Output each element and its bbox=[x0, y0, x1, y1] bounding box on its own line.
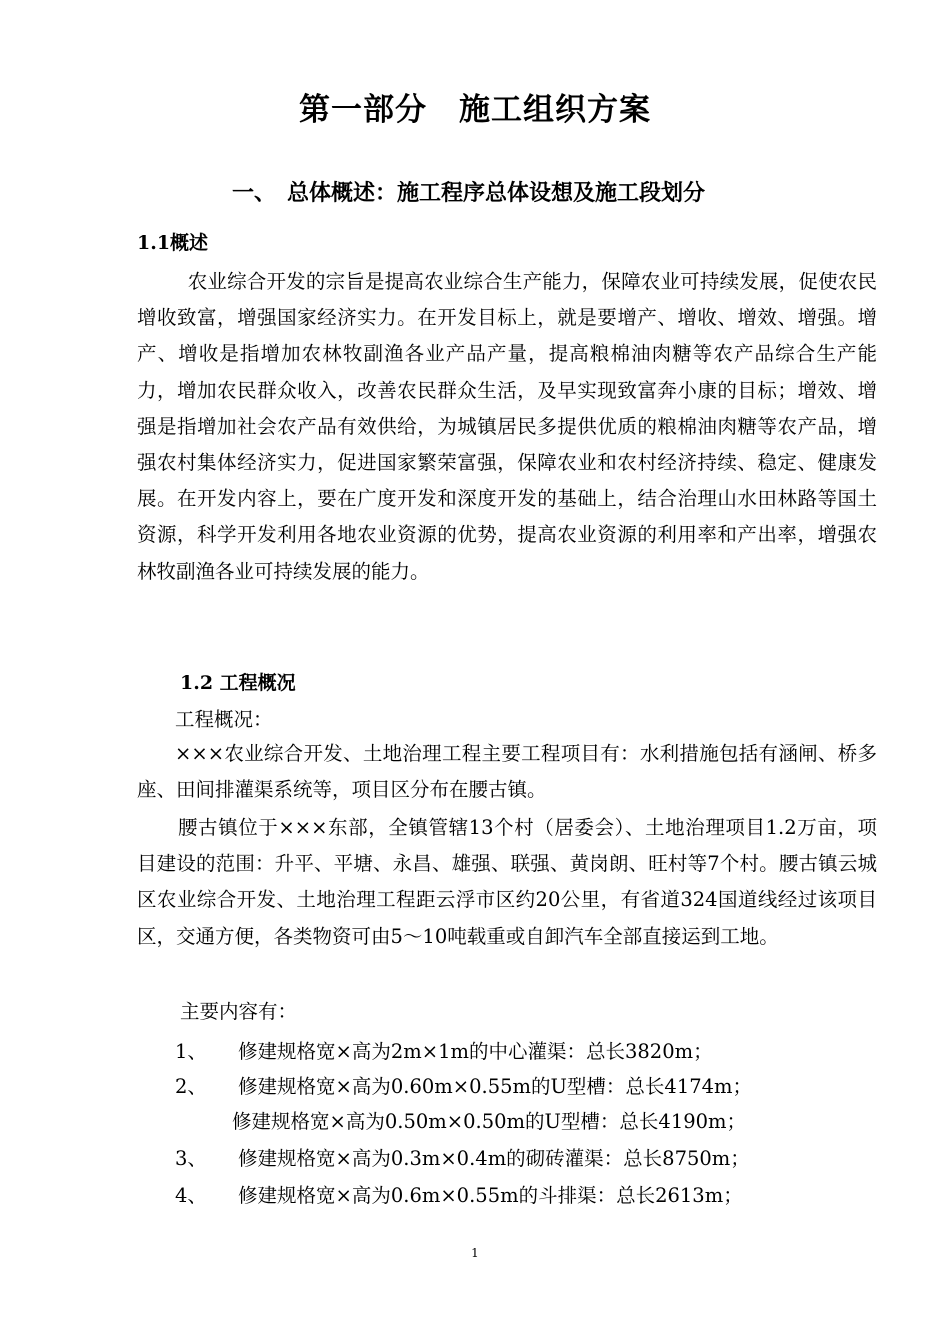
overview-label: 工程概况： bbox=[175, 708, 273, 731]
list-item-number: 1、 bbox=[175, 1040, 207, 1063]
paragraph-overview: 农业综合开发的宗旨是提高农业综合生产能力，保障农业可持续发展，促使农民增收致富，增强国家经济实力。在开发目标上，就是要增产、增收、增效、增强。增产、增收是指增加农林牧副渔各业产品产量，提高粮棉油肉糖等农产品综合生产能力，增加农民群众收入，改善农民群众生活，及早实现致富奔小康的目标；增效、增强是指增加社会农产品有效供给，为城镇居民多提供优质的粮棉油肉糖等农产品，增强农村集体经济实力，促进国家繁荣富强，保障农业和农村经济持续、稳定、健康发展。在开发内容上，要在广度开发和深度开发的基础上，结合治理山水田林路等国土资源，科学开发利用各地农业资源的优势，提高农业资源的利用率和产出率，增强农林牧副渔各业可持续发展的能力。 bbox=[137, 270, 877, 583]
paragraph-location: 腰古镇位于×××东部，全镇管辖13个村（居委会）、土地治理项目1.2万亩，项目建设的范围：升平、平塘、永昌、雄强、联强、黄岗朗、旺村等7个村。腰古镇云城区农业综合开发、土地治理工程距云浮市区约20公里，有省道324国道线经过该项目区，交通方便，各类物资可由5～10吨载重或自卸汽车全部直接运到工地。 bbox=[137, 816, 877, 948]
paragraph-project-items: ×××农业综合开发、土地治理工程主要工程项目有：水利措施包括有涵闸、桥多座、田间排灌渠系统等，项目区分布在腰古镇。 bbox=[137, 742, 877, 802]
sub-heading-project: 1.2 工程概况 bbox=[180, 672, 296, 694]
list-item-text: 修建规格宽×高为2m×1m的中心灌渠：总长3820m； bbox=[238, 1040, 713, 1063]
section-heading: 一、 总体概述：施工程序总体设想及施工段划分 bbox=[232, 180, 706, 206]
page-number: 1 bbox=[471, 1246, 479, 1260]
list-item-text: 修建规格宽×高为0.60m×0.55m的U型槽：总长4174m； bbox=[238, 1075, 753, 1098]
main-content-label: 主要内容有： bbox=[180, 1000, 298, 1023]
document-title: 第一部分 施工组织方案 bbox=[299, 92, 651, 128]
sub-heading-overview: 1.1概述 bbox=[137, 232, 209, 254]
list-item-number: 2、 bbox=[175, 1075, 207, 1098]
list-item-number: 3、 bbox=[175, 1147, 207, 1170]
list-item-text: 修建规格宽×高为0.6m×0.55m的斗排渠：总长2613m； bbox=[238, 1184, 743, 1207]
list-item-text: 修建规格宽×高为0.50m×0.50m的U型槽：总长4190m； bbox=[232, 1110, 747, 1133]
list-item-number: 4、 bbox=[175, 1184, 207, 1207]
list-item-text: 修建规格宽×高为0.3m×0.4m的砌砖灌渠：总长8750m； bbox=[238, 1147, 750, 1170]
